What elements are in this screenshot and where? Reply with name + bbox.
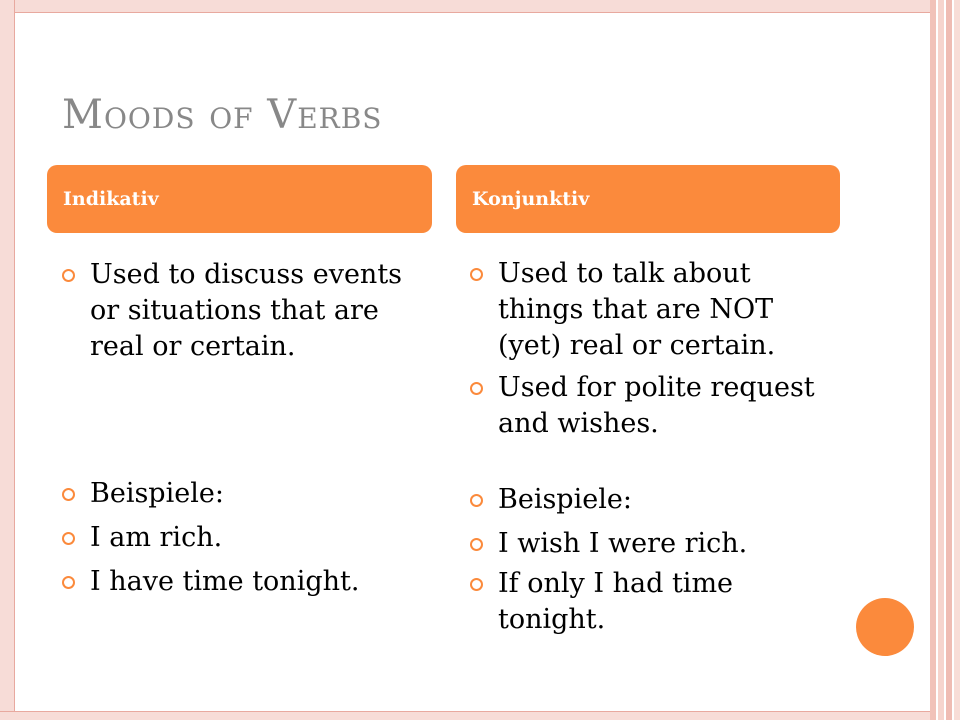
bullet-ring-icon	[470, 382, 483, 395]
slide-title: Moods of Verbs	[62, 92, 383, 138]
bullet-text: I have time tonight.	[90, 566, 360, 597]
bullet-item	[62, 520, 432, 556]
bullet-item	[470, 370, 840, 442]
bullet-ring-icon	[62, 576, 75, 589]
frame-left	[0, 0, 15, 720]
indikativ-examples-list	[62, 476, 432, 600]
bullet-ring-icon	[470, 538, 483, 551]
bullet-ring-icon	[62, 269, 75, 282]
bullet-item	[62, 476, 432, 512]
bullet-text: I wish I were rich.	[498, 528, 748, 559]
bullet-text: Used to discuss events or situations that are real or certain.	[90, 259, 403, 362]
frame-stripe	[954, 0, 960, 720]
bullet-item	[62, 257, 432, 365]
indikativ-bullet-list	[62, 257, 432, 365]
bullet-item	[470, 482, 840, 518]
column-header-indikativ: Indikativ	[47, 165, 432, 233]
bullet-item	[470, 256, 840, 364]
konjunktiv-bullet-list	[470, 256, 840, 442]
bullet-text: Beispiele:	[90, 478, 224, 509]
frame-stripe	[938, 0, 944, 720]
bullet-ring-icon	[470, 268, 483, 281]
frame-bottom	[0, 711, 930, 720]
bullet-text: I am rich.	[90, 522, 223, 553]
bullet-text: Used to talk about things that are NOT (yet) real or certain.	[498, 258, 776, 361]
bullet-text: Used for polite request and wishes.	[498, 372, 815, 439]
frame-stripe	[930, 0, 936, 720]
bullet-text: If only I had time tonight.	[498, 568, 734, 635]
bullet-ring-icon	[470, 578, 483, 591]
column-header-konjunktiv: Konjunktiv	[456, 165, 840, 233]
bullet-ring-icon	[62, 532, 75, 545]
bullet-item	[470, 566, 840, 638]
bullet-text: Beispiele:	[498, 484, 632, 515]
bullet-ring-icon	[470, 494, 483, 507]
frame-stripe	[946, 0, 952, 720]
konjunktiv-examples-list	[470, 482, 840, 638]
bullet-item	[470, 526, 840, 562]
bullet-item	[62, 564, 432, 600]
frame-top	[0, 0, 930, 13]
bullet-ring-icon	[62, 488, 75, 501]
decorative-circle	[856, 598, 914, 656]
